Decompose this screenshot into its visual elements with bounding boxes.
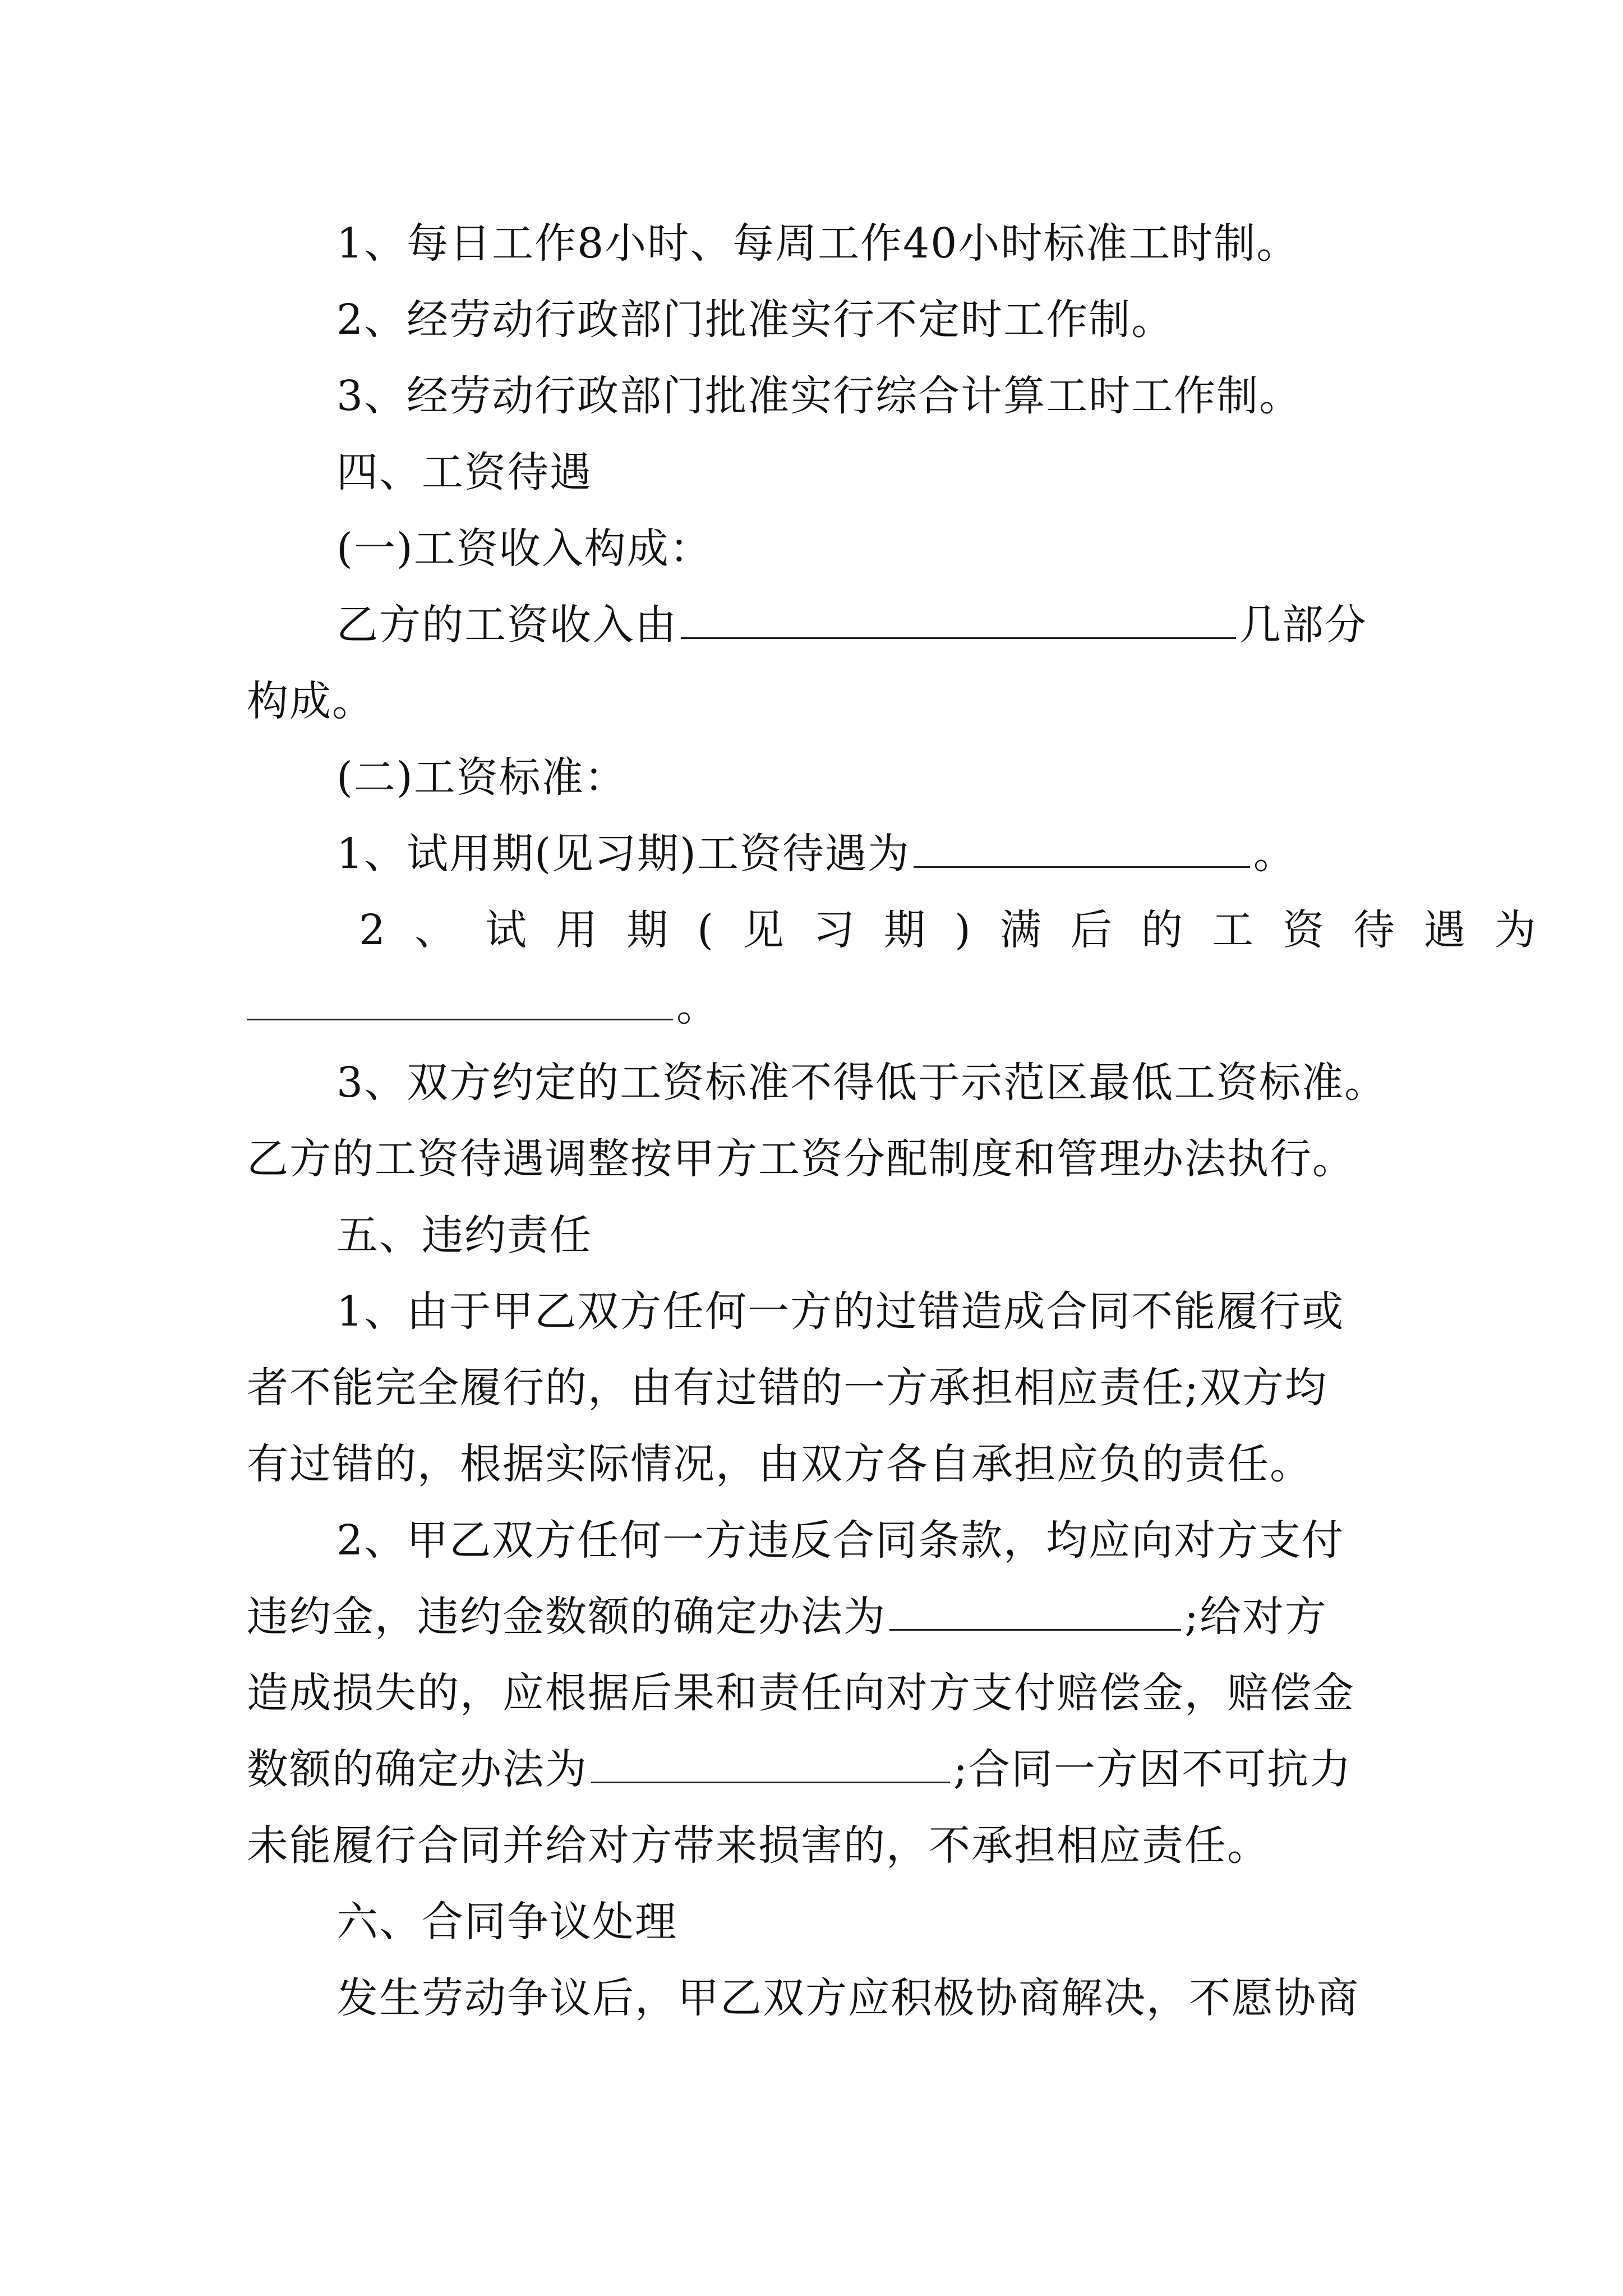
liability-para2-line5: 未能履行合同并给对方带来损害的，不承担相应责任。 <box>247 1821 1270 1870</box>
post-probation-wage-text: 2、试用期(见习期)满后的工资待遇为 <box>359 906 1565 954</box>
wage-composition-line <box>336 591 1391 659</box>
section-heading-disputes: 六、合同争议处理 <box>336 1898 677 1946</box>
disputes-para-line1: 发生劳动争议后，甲乙双方应积极协商解决，不愿协商 <box>336 1974 1359 2022</box>
post-probation-blank-field[interactable] <box>247 979 673 1020</box>
liability-para2-line1: 2、甲乙双方任何一方违反合同条款，均应向对方支付 <box>336 1516 1345 1565</box>
wage-composition-prefix: 乙方的工资收入由 <box>336 601 677 649</box>
post-probation-suffix: 。 <box>676 982 719 1030</box>
wage-adjustment-clause: 乙方的工资待遇调整按甲方工资分配制度和管理办法执行。 <box>247 1135 1355 1183</box>
liability-para2-line3: 造成损失的，应根据后果和责任向对方支付赔偿金，赔偿金 <box>247 1669 1355 1717</box>
probation-wage-prefix: 1、试用期(见习期)工资待遇为 <box>336 830 910 878</box>
compensation-method-blank-field[interactable] <box>591 1742 950 1783</box>
clause-comprehensive-hours: 3、经劳动行政部门批准实行综合计算工时工作制。 <box>336 372 1302 420</box>
section-heading-wages: 四、工资待遇 <box>336 448 592 496</box>
subsection-wage-composition: (一)工资收入构成： <box>336 524 712 573</box>
liability-para1-line3: 有过错的，根据实际情况，由双方各自承担应负的责任。 <box>247 1440 1312 1488</box>
post-probation-wage-line <box>359 896 1565 964</box>
liability-para2-line4 <box>247 1736 1391 1803</box>
income-blank-field[interactable] <box>681 598 1236 639</box>
penalty-method-prefix: 违约金，违约金数额的确定办法为 <box>247 1593 886 1641</box>
probation-wage-blank-field[interactable] <box>914 827 1250 868</box>
liability-para2-line2 <box>247 1583 1391 1650</box>
compensation-method-suffix: ;合同一方因不可抗力 <box>953 1745 1352 1793</box>
penalty-method-suffix: ;给对方 <box>1184 1593 1327 1641</box>
probation-wage-suffix: 。 <box>1253 830 1296 878</box>
wage-composition-suffix: 几部分 <box>1239 601 1367 649</box>
liability-para1-line1: 1、由于甲乙双方任何一方的过错造成合同不能履行或 <box>336 1287 1345 1336</box>
post-probation-blank-line <box>247 973 1391 1040</box>
section-heading-liability: 五、违约责任 <box>336 1211 592 1259</box>
penalty-method-blank-field[interactable] <box>889 1590 1181 1631</box>
liability-para1-line2: 者不能完全履行的，由有过错的一方承担相应责任;双方均 <box>247 1364 1327 1412</box>
minimum-wage-clause: 3、双方约定的工资标准不得低于示范区最低工资标准。 <box>336 1059 1387 1107</box>
probation-wage-line <box>336 820 1391 887</box>
subsection-wage-standard: (二)工资标准： <box>336 753 627 802</box>
clause-standard-hours: 1、每日工作8小时、每周工作40小时标准工时制。 <box>336 219 1299 268</box>
wage-composition-continuation: 构成。 <box>247 677 375 725</box>
compensation-method-prefix: 数额的确定办法为 <box>247 1745 588 1793</box>
clause-flexible-hours: 2、经劳动行政部门批准实行不定时工作制。 <box>336 296 1174 344</box>
